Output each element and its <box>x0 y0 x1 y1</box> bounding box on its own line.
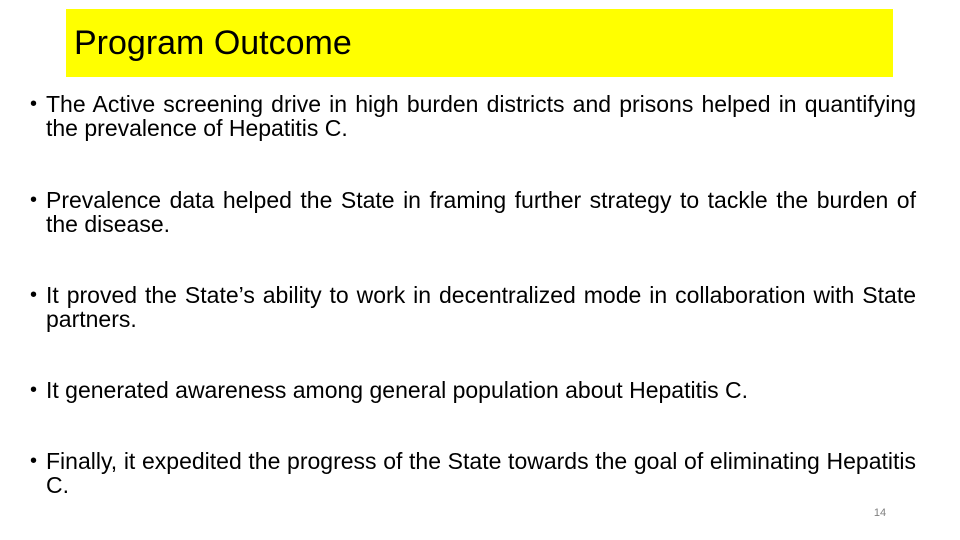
slide-title: Program Outcome <box>74 24 352 62</box>
bullet-text: It proved the State’s ability to work in decentralized mode in collaboration with State partners. <box>46 282 916 332</box>
bullet-dot-icon: • <box>30 93 38 115</box>
slide-title-box <box>66 9 893 77</box>
list-item <box>30 449 916 497</box>
bullet-dot-icon: • <box>30 284 38 306</box>
bullet-dot-icon: • <box>30 379 38 401</box>
list-item <box>30 283 916 331</box>
bullet-text: Finally, it expedited the progress of the State towards the goal of eliminating Hepatitis C. <box>46 448 916 498</box>
page-number: 14 <box>873 507 887 519</box>
bullet-dot-icon: • <box>30 450 38 472</box>
list-item <box>30 378 916 402</box>
bullet-text: It generated awareness among general population about Hepatitis C. <box>46 377 748 403</box>
list-item <box>30 188 916 236</box>
bullet-text: The Active screening drive in high burden districts and prisons helped in quantifying the prevalence of Hepatitis C. <box>46 91 916 141</box>
list-item <box>30 92 916 140</box>
bullet-text: Prevalence data helped the State in framing further strategy to tackle the burden of the disease. <box>46 187 916 237</box>
bullet-dot-icon: • <box>30 189 38 211</box>
